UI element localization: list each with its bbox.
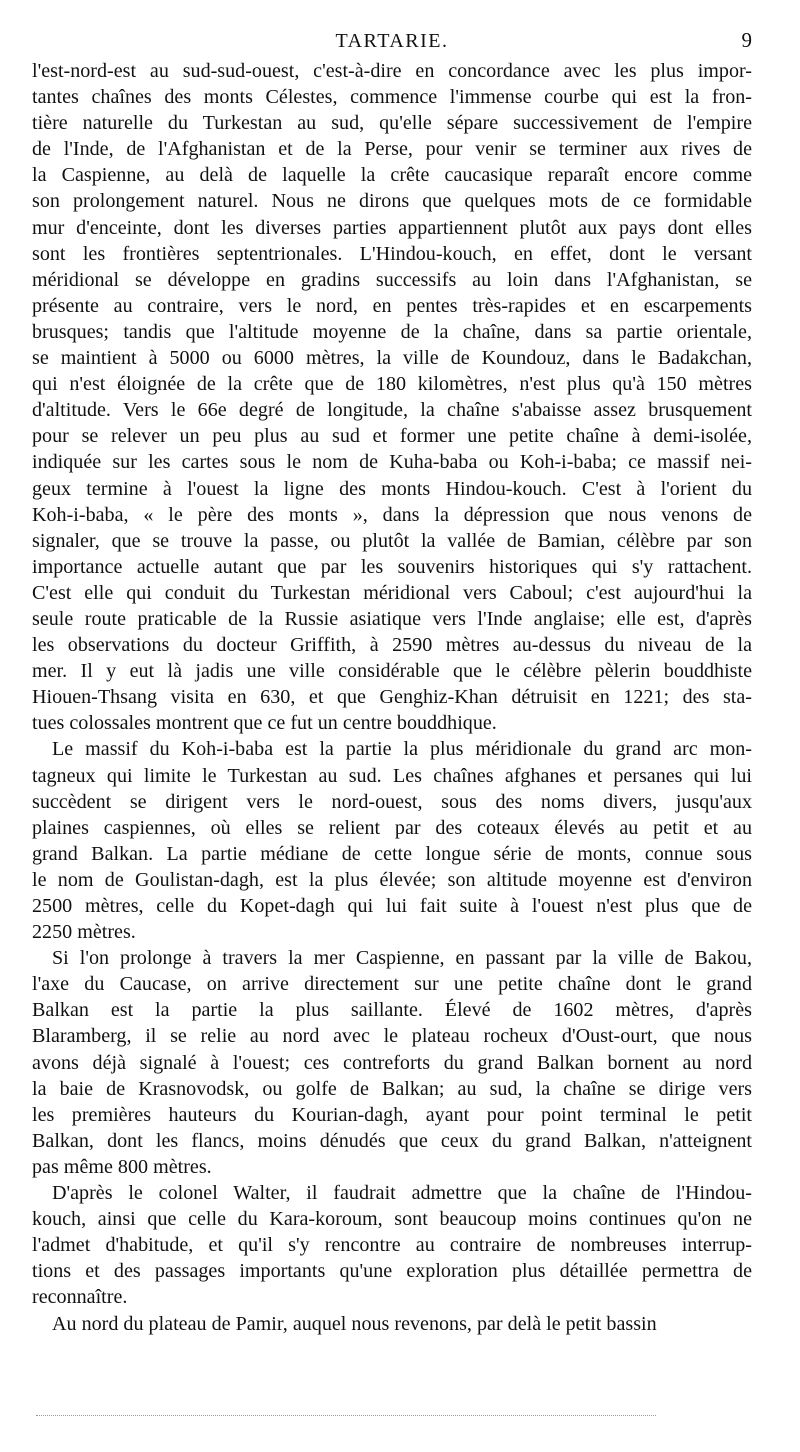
text-line: la baie de Krasnovodsk, ou golfe de Balkan; au sud, la chaîne se dirige vers [32, 1077, 752, 1100]
text-line: tions et des passages importants qu'une exploration plus détaillée permettra de [32, 1260, 752, 1283]
text-line: la Caspienne, au delà de laquelle la crête caucasique reparaît encore comme [32, 164, 752, 187]
text-line: tues colossales montrent que ce fut un centre bouddhique. [32, 712, 497, 735]
text-line: qui n'est éloignée de la crête que de 180 kilomètres, n'est plus qu'à 150 mètres [32, 373, 752, 396]
text-line: seule route praticable de la Russie asiatique vers l'Inde anglaise; elle est, d'après [32, 607, 752, 630]
text-line: brusques; tandis que l'altitude moyenne de la chaîne, dans sa partie orientale, [32, 320, 752, 343]
paragraph [32, 945, 752, 1180]
text-line: le nom de Goulistan-dagh, est la plus élevée; son altitude moyenne est d'environ [32, 868, 752, 891]
text-line: méridional se développe en gradins successifs au loin dans l'Afghanistan, se [32, 268, 752, 291]
body-text [32, 58, 752, 1337]
text-line: indiquée sur les cartes sous le nom de Kuha-baba ou Koh-i-baba; ce massif nei- [32, 451, 752, 474]
text-line: tantes chaînes des monts Célestes, commence l'immense courbe qui est la fron- [32, 86, 752, 109]
text-line: tière naturelle du Turkestan au sud, qu'elle sépare successivement de l'empire [32, 112, 752, 135]
text-line: Blaramberg, il se relie au nord avec le plateau rocheux d'Oust-ourt, que nous [32, 1025, 752, 1048]
text-line: pas même 800 mètres. [32, 1155, 212, 1178]
text-line: reconnaître. [32, 1286, 128, 1309]
text-line: Au nord du plateau de Pamir, auquel nous revenons, par delà le petit bassin [52, 1312, 657, 1335]
text-line: Koh-i-baba, « le père des monts », dans la dépression que nous venons de [32, 503, 752, 526]
text-line: succèdent se dirigent vers le nord-ouest, sous des noms divers, jusqu'aux [32, 790, 752, 813]
text-line: les premières hauteurs du Kourian-dagh, ayant pour point terminal le petit [32, 1103, 752, 1126]
footer-rule [36, 1415, 656, 1416]
text-line: se maintient à 5000 ou 6000 mètres, la ville de Koundouz, dans le Badakchan, [32, 347, 752, 370]
running-head [32, 24, 752, 54]
text-line: pour se relever un peu plus au sud et former une petite chaîne à demi-isolée, [32, 425, 752, 448]
text-line: C'est elle qui conduit du Turkestan méridional vers Caboul; c'est aujourd'hui la [32, 581, 752, 604]
text-line: Balkan est la partie la plus saillante. Élevé de 1602 mètres, d'après [32, 999, 752, 1022]
text-line: importance actuelle autant que par les souvenirs historiques qui s'y rattachent. [32, 555, 752, 578]
text-line: 2250 mètres. [32, 921, 136, 944]
text-line: 2500 mètres, celle du Kopet-dagh qui lui fait suite à l'ouest n'est plus que de [32, 895, 752, 917]
text-line: Hiouen-Thsang visita en 630, et que Genghiz-Khan détruisit en 1221; des sta- [32, 686, 752, 709]
text-line: signaler, que se trouve la passe, ou plutôt la vallée de Bamian, célèbre par son [32, 529, 752, 552]
text-line: Balkan, dont les flancs, moins dénudés que ceux du grand Balkan, n'atteignent [32, 1129, 752, 1152]
text-line: d'altitude. Vers le 66e degré de longitude, la chaîne s'abaisse assez brusquement [32, 399, 752, 422]
text-line: l'est-nord-est au sud-sud-ouest, c'est-à-dire en concordance avec les plus impor- [32, 60, 752, 82]
text-line: plaines caspiennes, où elles se relient par des coteaux élevés au petit et au [32, 816, 752, 839]
text-line: avons déjà signalé à l'ouest; ces contreforts du grand Balkan bornent au nord [32, 1051, 752, 1074]
text-line: grand Balkan. La partie médiane de cette longue série de monts, connue sous [32, 842, 752, 865]
text-line: de l'Inde, de l'Afghanistan et de la Perse, pour venir se terminer aux rives de [32, 138, 752, 161]
text-line: tagneux qui limite le Turkestan au sud. Les chaînes afghanes et persanes qui lui [32, 764, 752, 787]
text-line: geux termine à l'ouest la ligne des monts Hindou-kouch. C'est à l'orient du [32, 477, 752, 500]
paragraph [32, 58, 752, 736]
text-line: mur d'enceinte, dont les diverses parties appartiennent plutôt aux pays dont elles [32, 216, 752, 239]
paragraph [32, 736, 752, 945]
paragraph [32, 1180, 752, 1310]
text-line: Si l'on prolonge à travers la mer Caspienne, en passant par la ville de Bakou, [52, 947, 752, 970]
text-line: kouch, ainsi que celle du Kara-koroum, sont beaucoup moins continues qu'on ne [32, 1208, 752, 1231]
text-line: mer. Il y eut là jadis une ville considérable que le célèbre pèlerin bouddhiste [32, 660, 752, 683]
text-line: les observations du docteur Griffith, à 2590 mètres au-dessus du niveau de la [32, 634, 752, 657]
text-line: l'admet d'habitude, et qu'il s'y rencontre au contraire de nombreuses interrup- [32, 1234, 752, 1257]
page-number: 9 [741, 28, 752, 52]
text-line: l'axe du Caucase, on arrive directement sur une petite chaîne dont le grand [32, 973, 752, 996]
paragraph [32, 1311, 752, 1337]
text-line: Le massif du Koh-i-baba est la partie la plus méridionale du grand arc mon- [52, 738, 752, 761]
text-line: D'après le colonel Walter, il faudrait admettre que la chaîne de l'Hindou- [52, 1182, 752, 1205]
text-line: présente au contraire, vers le nord, en pentes très-rapides et en escarpements [32, 294, 752, 317]
text-line: sont les frontières septentrionales. L'Hindou-kouch, en effet, dont le versant [32, 242, 752, 265]
text-line: son prolongement naturel. Nous ne dirons que quelques mots de ce formidable [32, 190, 752, 213]
running-title: TARTARIE. [335, 30, 449, 52]
